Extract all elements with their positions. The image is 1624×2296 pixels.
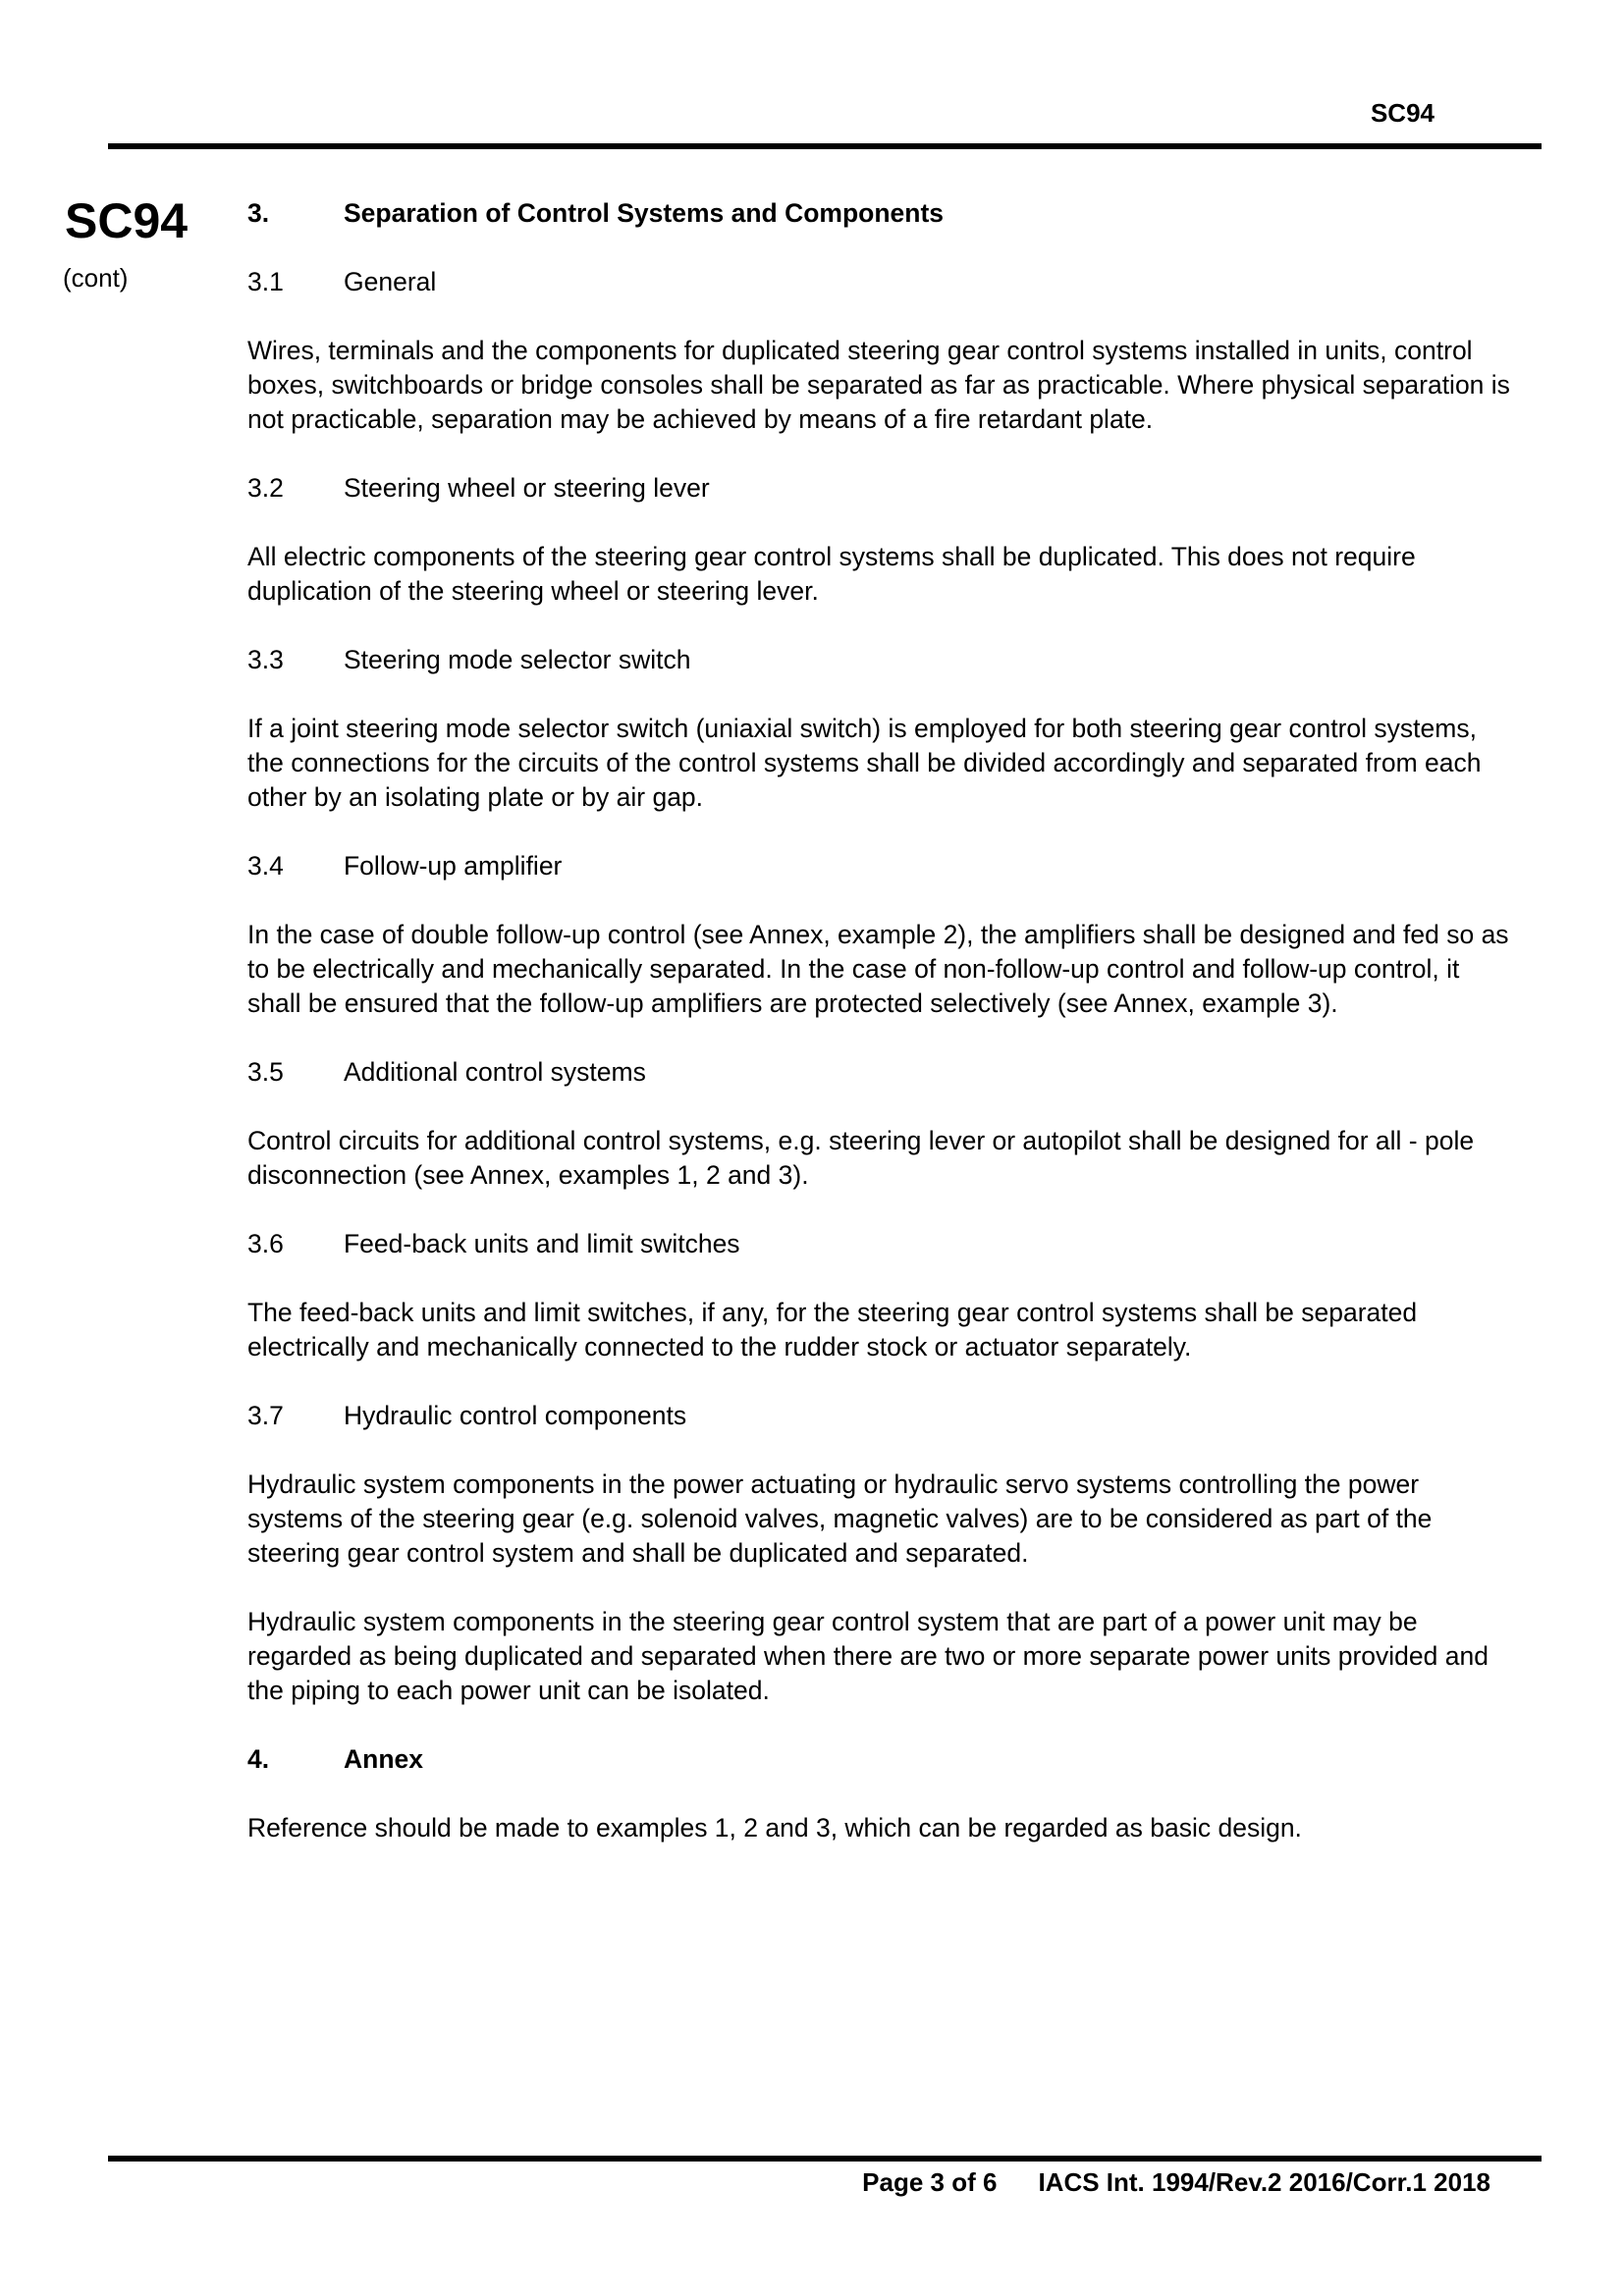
section-4-heading [247, 1742, 1514, 1777]
section-3-3-text: If a joint steering mode selector switch (uniaxial switch) is employed for both steering gear control systems, the connections for the circuits of the control systems shall be divided accordingly and separated from each other by an isolating plate or by air gap. [247, 714, 1482, 812]
section-3-1-text: Wires, terminals and the components for duplicated steering gear control systems installed in units, control boxes, switchboards or bridge consoles shall be separated as far as practicable. Where physical separation is not practicable, separation may be achieved by means of a fire retardant plate. [247, 336, 1510, 434]
section-title: General [344, 267, 437, 296]
section-number: 3.7 [247, 1401, 284, 1430]
section-3-7-heading [247, 1399, 1514, 1433]
section-number: 3.6 [247, 1229, 284, 1258]
section-3-5-text: Control circuits for additional control systems, e.g. steering lever or autopilot shall be designed for all - pole disconnection (see Annex, examples 1, 2 and 3). [247, 1126, 1475, 1190]
section-3-6-text: The feed-back units and limit switches, if any, for the steering gear control systems shall be separated electrically and mechanically connected to the rudder stock or actuator separately. [247, 1298, 1418, 1362]
section-title: Additional control systems [344, 1057, 646, 1087]
sidebar-code: SC94 [65, 193, 189, 248]
section-title: Separation of Control Systems and Components [344, 198, 945, 228]
section-number: 3.3 [247, 645, 284, 674]
sidebar-cont-label: (cont) [63, 263, 129, 293]
section-number: 4. [247, 1744, 270, 1774]
document-reference: IACS Int. 1994/Rev.2 2016/Corr.1 2018 [1038, 2167, 1490, 2197]
section-number: 3.4 [247, 851, 284, 881]
section-number: 3.1 [247, 267, 284, 296]
section-3-1-heading [247, 265, 1514, 299]
section-title: Follow-up amplifier [344, 851, 563, 881]
section-3-3-heading [247, 643, 1514, 677]
section-number: 3.5 [247, 1057, 284, 1087]
section-title: Steering mode selector switch [344, 645, 691, 674]
header-code: SC94 [1370, 98, 1435, 128]
section-3-7-text-2: Hydraulic system components in the steering gear control system that are part of a power unit may be regarded as being duplicated and separated when there are two or more separate power units provided and the piping to each power unit can be isolated. [247, 1607, 1489, 1705]
section-3-7-text: Hydraulic system components in the power actuating or hydraulic servo systems controlling the power systems of the steering gear (e.g. solenoid valves, magnetic valves) are to be considered as part of the steering gear control system and shall be duplicated and separated. [247, 1469, 1433, 1568]
footer-rule [108, 2156, 1542, 2162]
footer [862, 2167, 1490, 2198]
section-3-4-text: In the case of double follow-up control (see Annex, example 2), the amplifiers shall be designed and fed so as to be electrically and mechanically separated. In the case of non-follow-up control and follow-up control, it shall be ensured that the follow-up amplifiers are protected selectively (see Annex, example 3). [247, 920, 1509, 1018]
section-3-heading [247, 196, 1514, 231]
page-number: Page 3 of 6 [862, 2167, 998, 2197]
section-title: Hydraulic control components [344, 1401, 687, 1430]
section-3-5-heading [247, 1055, 1514, 1090]
document-body [247, 196, 1514, 1845]
section-3-2-heading [247, 471, 1514, 506]
header-rule [108, 143, 1542, 149]
section-number: 3. [247, 198, 270, 228]
section-4-text: Reference should be made to examples 1, 2 and 3, which can be regarded as basic design. [247, 1813, 1302, 1842]
section-title: Feed-back units and limit switches [344, 1229, 740, 1258]
section-number: 3.2 [247, 473, 284, 503]
section-title: Steering wheel or steering lever [344, 473, 710, 503]
section-3-2-text: All electric components of the steering gear control systems shall be duplicated. This does not require duplication of the steering wheel or steering lever. [247, 542, 1416, 606]
section-3-4-heading [247, 849, 1514, 883]
section-3-6-heading [247, 1227, 1514, 1261]
section-title: Annex [344, 1744, 423, 1774]
